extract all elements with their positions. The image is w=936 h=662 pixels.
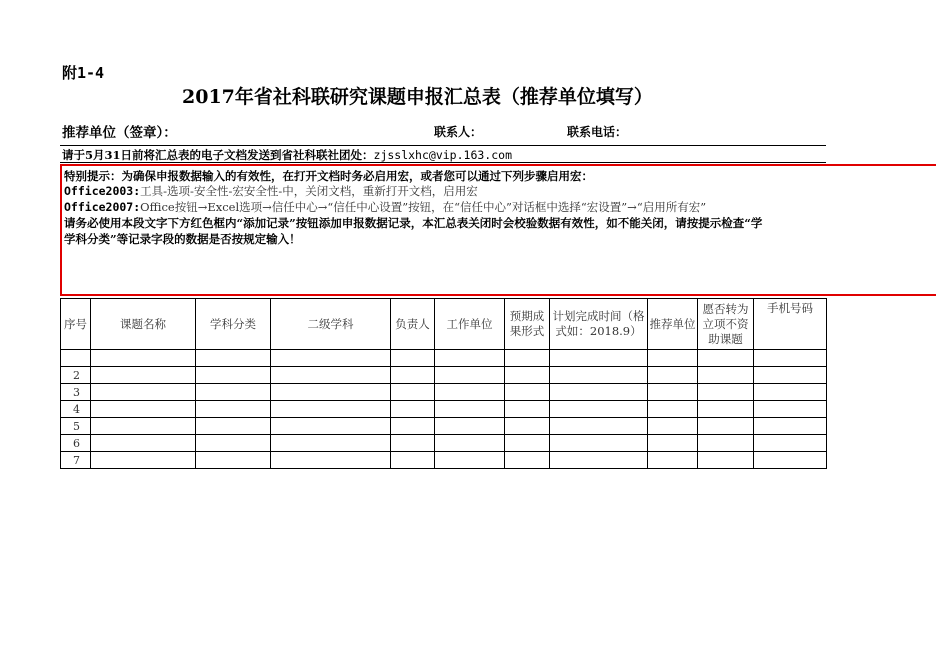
table-cell[interactable] [754,435,827,452]
header-index: 序号 [61,299,91,350]
table-cell[interactable] [648,384,698,401]
warning-line-2: Office2003:工具-选项-安全性-宏安全性-中，关闭文档，重新打开文档，启用宏 [64,184,478,198]
table-cell[interactable] [505,418,550,435]
annex-label: 附1-4 [62,64,105,82]
table-cell[interactable] [754,367,827,384]
table-cell[interactable] [505,452,550,469]
table-cell[interactable] [550,350,648,367]
submission-notice [62,147,512,163]
warning-line-3: Office2007:Office按钮→Excel选项→信任中心→“信任中心设置”按钮，在“信任中心”对话框中选择“宏设置”→“启用所有宏” [64,200,707,214]
header-unfunded-willing: 愿否转为立项不资助课题 [698,299,754,350]
table-row [61,435,827,452]
table-cell[interactable] [698,350,754,367]
table-cell[interactable] [648,435,698,452]
table-cell[interactable] [550,401,648,418]
table-cell[interactable] [754,418,827,435]
row-index [61,350,91,367]
table-row [61,350,827,367]
table-cell[interactable] [91,418,196,435]
table-cell[interactable] [648,367,698,384]
table-cell[interactable] [505,435,550,452]
table-cell[interactable] [550,435,648,452]
table-row [61,452,827,469]
contact-person-label: 联系人： [434,125,483,139]
table-cell[interactable] [271,384,391,401]
macro-warning-box [60,164,936,296]
table-cell[interactable] [91,384,196,401]
table-cell[interactable] [196,452,271,469]
header-mobile: 手机号码 [754,299,827,350]
table-cell[interactable] [391,452,435,469]
table-cell[interactable] [505,367,550,384]
table-row [61,384,827,401]
contact-phone-label: 联系电话： [567,125,628,139]
table-row [61,401,827,418]
table-cell[interactable] [505,401,550,418]
recommending-unit-label: 推荐单位（签章）： [62,125,177,141]
table-cell[interactable] [505,384,550,401]
page-title: 2017年省社科联研究课题申报汇总表（推荐单位填写） [182,86,653,108]
table-cell[interactable] [435,401,505,418]
table-cell[interactable] [196,367,271,384]
table-cell[interactable] [754,452,827,469]
table-cell[interactable] [271,350,391,367]
table-cell[interactable] [505,350,550,367]
row-index: 6 [61,435,91,452]
table-cell[interactable] [435,452,505,469]
table-cell[interactable] [196,418,271,435]
table-cell[interactable] [435,367,505,384]
row-index: 5 [61,418,91,435]
table-cell[interactable] [698,367,754,384]
row-index: 7 [61,452,91,469]
table-cell[interactable] [648,350,698,367]
table-cell[interactable] [698,452,754,469]
table-cell[interactable] [91,350,196,367]
header-leader: 负责人 [391,299,435,350]
row-index: 2 [61,367,91,384]
divider-notice [60,162,826,163]
table-cell[interactable] [435,384,505,401]
table-cell[interactable] [271,418,391,435]
header-topic-name: 课题名称 [91,299,196,350]
table-cell[interactable] [435,350,505,367]
table-cell[interactable] [391,401,435,418]
table-row [61,418,827,435]
warning-line-4: 请务必使用本段文字下方红色框内“添加记录”按钮添加申报数据记录，本汇总表关闭时会校验数据有效性，如不能关闭，请按提示检查“学 [64,216,763,230]
divider-top [60,145,826,146]
header-recommending-unit: 推荐单位 [648,299,698,350]
table-cell[interactable] [391,367,435,384]
table-cell[interactable] [271,452,391,469]
warning-line-5: 学科分类”等记录字段的数据是否按规定输入！ [64,232,301,246]
warning-line-1: 特别提示：为确保申报数据输入的有效性，在打开文档时务必启用宏，或者您可以通过下列步骤启用宏： [64,169,593,183]
table-cell[interactable] [648,401,698,418]
table-cell[interactable] [196,435,271,452]
table-cell[interactable] [550,418,648,435]
table-cell[interactable] [391,350,435,367]
table-cell[interactable] [391,435,435,452]
notice-email[interactable]: zjsslxhc@vip.163.com [373,148,512,162]
header-discipline: 学科分类 [196,299,271,350]
summary-table [60,298,827,469]
table-cell[interactable] [754,401,827,418]
table-cell[interactable] [435,418,505,435]
table-cell[interactable] [698,418,754,435]
table-cell[interactable] [698,401,754,418]
header-planned-completion: 计划完成时间（格式如：2018.9） [550,299,648,350]
table-cell[interactable] [550,384,648,401]
table-cell[interactable] [91,401,196,418]
header-sub-discipline: 二级学科 [271,299,391,350]
row-index: 3 [61,384,91,401]
table-cell[interactable] [648,418,698,435]
table-row [61,367,827,384]
table-cell[interactable] [196,401,271,418]
table-cell[interactable] [698,435,754,452]
table-cell[interactable] [754,384,827,401]
table-cell[interactable] [91,452,196,469]
table-cell[interactable] [550,452,648,469]
table-header-row [61,299,827,350]
header-expected-output: 预期成果形式 [505,299,550,350]
table-cell[interactable] [648,452,698,469]
row-index: 4 [61,401,91,418]
table-cell[interactable] [91,435,196,452]
table-cell[interactable] [196,350,271,367]
table-cell[interactable] [271,401,391,418]
table-cell[interactable] [196,384,271,401]
table-cell[interactable] [391,384,435,401]
table-cell[interactable] [271,435,391,452]
table-cell[interactable] [271,367,391,384]
table-cell[interactable] [391,418,435,435]
notice-text: 请于5月31日前将汇总表的电子文档发送到省社科联社团处： [62,148,374,162]
table-cell[interactable] [435,435,505,452]
header-work-unit: 工作单位 [435,299,505,350]
table-cell[interactable] [698,384,754,401]
table-cell[interactable] [754,350,827,367]
table-cell[interactable] [550,367,648,384]
table-cell[interactable] [91,367,196,384]
